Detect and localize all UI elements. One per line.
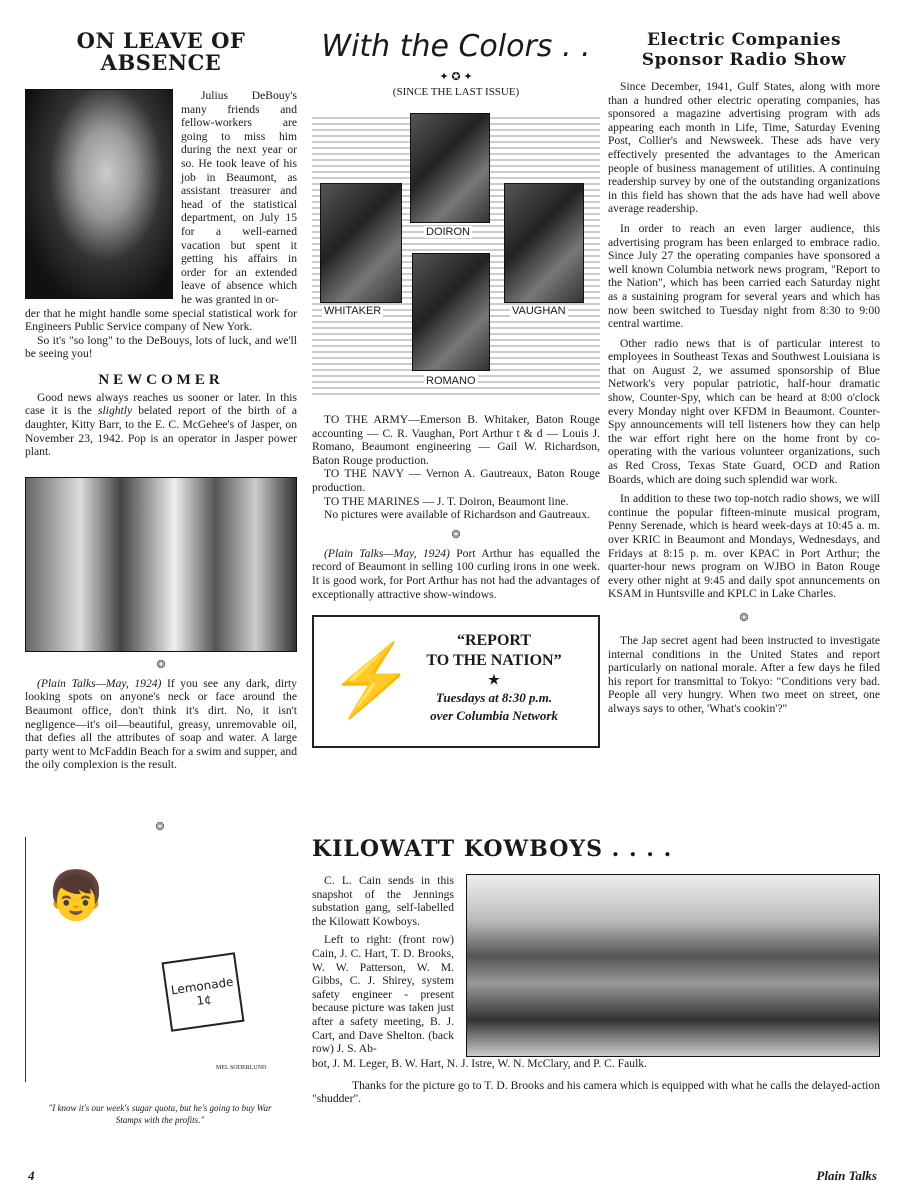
ad-line4: over Columbia Network xyxy=(430,708,558,724)
lemonade-sign: Lemonade 1¢ xyxy=(161,952,244,1032)
kowboys-p3: Thanks for the picture go to T. D. Brooks and his camera which is equipped with what he calls the delayed-action "shudder". xyxy=(312,1078,880,1106)
newcomer-title: NEWCOMER xyxy=(98,371,224,388)
no-pictures-text: No pictures were available of Richardson and Gautreaux. xyxy=(324,508,590,522)
family-photo xyxy=(25,477,297,652)
radio-p3: Other radio news that is of particular interest to employees in Southeast Texas and Southwest Louisiana is that on August 2, we assumed sponsorship of Blue Network's very popular patriotic, half-hour dramatic show, Counter-Spy, which can be heard at 8:00 o'clock every Monday night over KFDM in Beaumont. Counter-Spy announcements will tell listeners how they can help the war effort right here on the home front by co-operating with the various volunteer organizations, such as Red Cross, Texas State Guard, OCD and Ration Boards, which are doing such splendid war work. xyxy=(608,336,880,486)
cartoon-drawing xyxy=(25,837,295,1082)
navy-text: TO THE NAVY — Vernon A. Gautreaux, Baton Rouge production. xyxy=(312,467,600,494)
whitaker-label: WHITAKER xyxy=(324,305,382,317)
kowboys-title: KILOWATT KOWBOYS . . . . xyxy=(312,836,673,862)
whitaker-photo xyxy=(320,183,402,303)
romano-label: ROMANO xyxy=(426,375,476,387)
debouy-photo xyxy=(25,89,173,299)
leave-article xyxy=(25,30,297,772)
kowboys-article xyxy=(312,838,880,1106)
colors-title: With the Colors . . xyxy=(321,29,591,64)
vaughan-photo xyxy=(504,183,584,303)
soldier-collage xyxy=(312,113,600,395)
radio-p4: In addition to these two top-notch radio shows, we will continue the popular fifteen-minute musical program, Penny Serenade, which is heard week-days at 10:45 a. m. over KRIC in Beaumont and Mondays, Wednesdays, and Fridays at 8:15 p. m. over KPAC in Port Arthur; the quarter-hour news program on WJBO in Baton Rouge every other night at 9:45 and daily spot annuncements on KSAM in Huntsville and KPLC in Lake Charles. xyxy=(608,492,880,601)
page-number: 4 xyxy=(28,1168,35,1183)
flag-ornament-icon: ✦ ✪ ✦ xyxy=(439,71,473,83)
army-text: TO THE ARMY—Emerson B. Whitaker, Baton Rouge accounting — C. R. Vaughan, Port Arthur t & d — Louis J. Romano, Beaumont engineering — Gail W. Richardson, Baton Rouge production. xyxy=(312,413,600,467)
ad-line1: “REPORT xyxy=(456,632,532,650)
ornament-icon: ❂ xyxy=(156,658,166,671)
colors-subtitle: (SINCE THE LAST ISSUE) xyxy=(392,86,520,98)
report-ad xyxy=(312,615,600,748)
doiron-label: DOIRON xyxy=(426,226,470,238)
kowboys-p2: Left to right: (front row) Cain, J. C. Hart, T. D. Brooks, W. W. Patterson, W. M. Gibbs, C. J. Shirey, system safety engineer - present because picture was taken just after a safety meeting, B. J. Cart, and Dave Shelton. (back row) J. S. Ab- xyxy=(312,933,454,1056)
newcomer-text: Good news always reaches us sooner or later. In this case it is the slightly belated report of the birth of a daughter, Kitty Barr, to the E. C. McGehee's of Jasper, on November 23, 1942. Pop is an operator in Jasper power plant. xyxy=(25,390,298,459)
leave-text-cont: der that he might handle some special statistical work for Engineers Public Service company of New York. xyxy=(25,306,297,334)
ad-line3: Tuesdays at 8:30 p.m. xyxy=(435,690,553,706)
kowboys-p1: C. L. Cain sends in this snapshot of the Jennings substation gang, self-labelled the Kilowatt Kowboys. xyxy=(312,874,454,928)
leave-text: Julius DeBouy's many friends and fellow-workers are going to miss him during the next year or so. He took leave of his job in Beaumont, as assistant treasurer and head of the statistical department, on July 15 for a well-earned vacation but spent it getting his affairs in order for an extended leave of absence which he was granted in or- xyxy=(181,89,297,306)
ornament-icon: ❂ xyxy=(739,611,749,624)
kowboys-p2-cont: bot, J. M. Leger, B. W. Hart, N. J. Istre, W. N. McClary, and P. C. Faulk. xyxy=(312,1057,647,1070)
doiron-photo xyxy=(410,113,490,223)
vaughan-label: VAUGHAN xyxy=(512,305,566,317)
curling-text: (Plain Talks—May, 1924) Port Arthur has equalled the record of Beaumont in selling 100 curling irons in one week. It is good work, for Port Arthur has not had the advantages of exceptionally attractive show-windows. xyxy=(312,546,600,601)
ornament-icon: ❂ xyxy=(451,528,461,541)
radio-article xyxy=(608,30,880,716)
star-icon: ★ xyxy=(488,672,500,688)
romano-photo xyxy=(412,253,490,371)
cartoon-signature: MEL SODERLUND xyxy=(216,1065,267,1071)
radio-p2: In order to reach an even larger audience, this advertising program has been enlarged to embrace radio. Since July 27 the operating companies have sponsored a well known Columbia network news program, "Report to the Nation", which has been carried each Saturday night as a sustaining program for several years and which has now been switched to Tuesday night from 8:30 to 9:00 central wartime. xyxy=(608,221,880,331)
leave-title: ON LEAVE OF ABSENCE xyxy=(76,28,246,75)
leave-text-2: So it's "so long" to the DeBouys, lots of luck, and we'll be seeing you! xyxy=(25,333,297,361)
children-icon: 👦 xyxy=(46,870,106,923)
oil-text: (Plain Talks—May, 1924) If you see any dark, dirty looking spots on anyone's neck or face around the Beaumont office, don't think it's dirt. No, it isn't negligence—it's oil—beautiful, greasy, unremovable oil, that defies all the attributes of soap and water. A large party went to McFaddin Beach for a swim and supper, and the oily complexion is the result. xyxy=(25,676,297,772)
cartoon xyxy=(25,820,295,1126)
ornament-icon: ❂ xyxy=(155,821,165,833)
mascot-icon: ⚡ xyxy=(328,643,416,721)
kowboys-photo xyxy=(466,874,880,1057)
publication-name: Plain Talks xyxy=(816,1168,877,1183)
marines-text: TO THE MARINES — J. T. Doiron, Beaumont line. xyxy=(324,494,569,508)
radio-title: Electric Companies Sponsor Radio Show xyxy=(641,30,847,70)
colors-article xyxy=(312,30,600,748)
ad-line2: TO THE NATION” xyxy=(426,652,562,670)
radio-p1: Since December, 1941, Gulf States, along with more than a hundred other electric operating companies, has sponsored a magazine advertising program with ads appearing each month in Life, Time, Saturday Evening Post, Collier's and Newsweek. These ads have very effectively presented the advantages to the American people of business management of utilities. A continuing readership survey by one of the outstanding organizations in this field has shown that the ads have had well above average readership. xyxy=(608,80,880,216)
cartoon-caption: "I know it's our week's sugar quota, but he's going to buy War Stamps with the profits." xyxy=(48,1103,272,1125)
jap-agent-text: The Jap secret agent had been instructed to investigate internal conditions in the United States and report particularly on national morale. After a few days he filed his report for transmittal to Tokyo: "Conditions very bad. People all very hungry. When two meet on street, one always says to other, 'What's cookin'?" xyxy=(608,633,880,715)
